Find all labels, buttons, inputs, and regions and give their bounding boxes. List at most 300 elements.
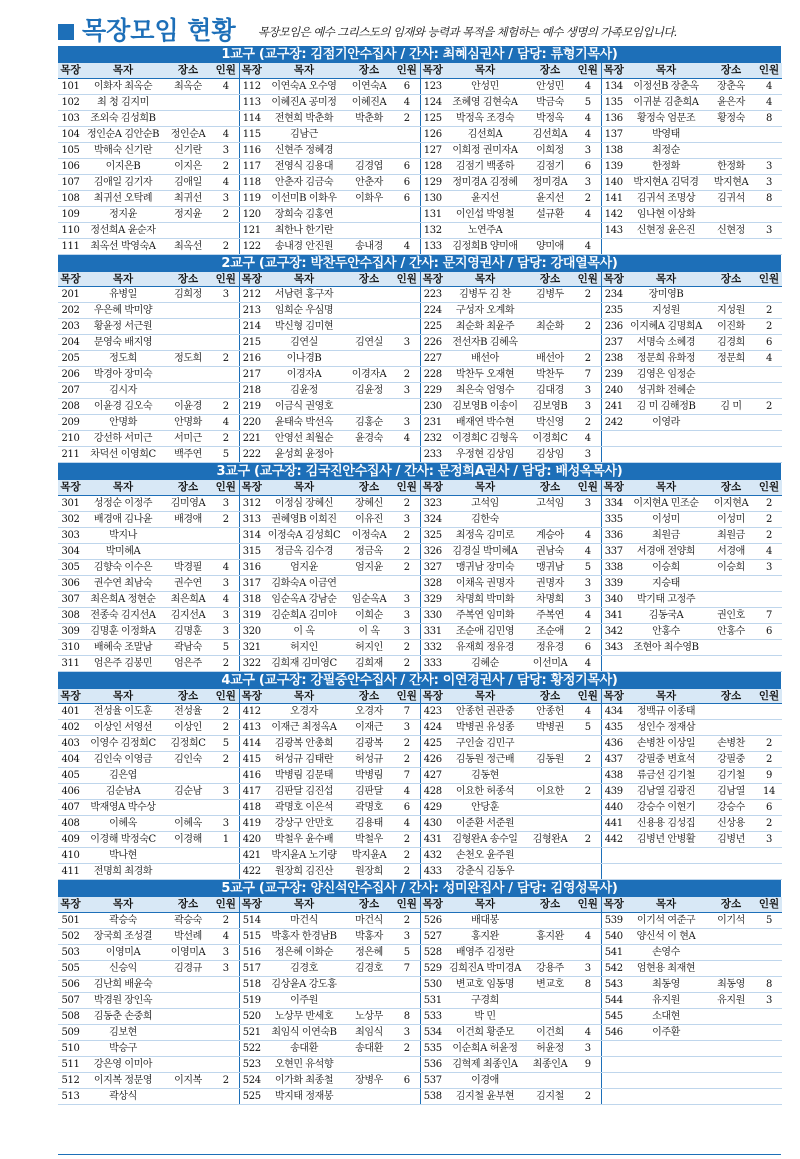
- group-count: 4: [213, 591, 239, 607]
- group-count: 2: [756, 752, 782, 768]
- table-header-row: [58, 63, 782, 78]
- group-number: 116: [239, 142, 264, 158]
- group-place: [163, 864, 213, 880]
- group-number: 437: [601, 752, 626, 768]
- group-count: [756, 655, 782, 671]
- group-place: 박금숙: [525, 94, 575, 110]
- group-place: [344, 206, 394, 222]
- group-place: 김기철: [706, 768, 756, 784]
- column-header-pastor: 목자: [445, 897, 525, 912]
- group-pastor: 한정화: [626, 158, 706, 174]
- group-place: 곽승숙: [163, 912, 213, 928]
- group-pastor: 김병년 안병활: [626, 832, 706, 848]
- group-pastor: 류금선 김기철: [626, 768, 706, 784]
- group-pastor: 최 청 김지미: [83, 94, 163, 110]
- group-number: 111: [58, 238, 83, 254]
- group-place: 황정숙: [706, 110, 756, 126]
- group-count: 2: [213, 720, 239, 736]
- table-row: [58, 1040, 782, 1056]
- column-header-place: 장소: [344, 689, 394, 704]
- group-number: 133: [420, 238, 445, 254]
- group-number: 209: [58, 415, 83, 431]
- group-pastor: 김정희B 양미애: [445, 238, 525, 254]
- group-place: 강필중: [706, 752, 756, 768]
- group-count: [756, 575, 782, 591]
- group-count: 2: [394, 639, 420, 655]
- group-place: [163, 543, 213, 559]
- group-count: 2: [213, 431, 239, 447]
- column-header-pastor: 목자: [83, 63, 163, 78]
- group-number: 230: [420, 399, 445, 415]
- group-count: [756, 1008, 782, 1024]
- group-number: 405: [58, 768, 83, 784]
- group-number: 319: [239, 607, 264, 623]
- group-number: 324: [420, 511, 445, 527]
- group-count: 3: [756, 559, 782, 575]
- group-pastor: 김상윤A 강도홍: [264, 976, 344, 992]
- group-count: [756, 944, 782, 960]
- group-count: 2: [394, 912, 420, 928]
- group-place: 박지윤A: [344, 848, 394, 864]
- group-place: 안종헌: [525, 704, 575, 720]
- group-pastor: 이정숙A 김성희C: [264, 527, 344, 543]
- group-place: 김지선A: [163, 607, 213, 623]
- column-header-place: 장소: [163, 480, 213, 495]
- group-number: 409: [58, 832, 83, 848]
- column-header-count: 인원: [394, 480, 420, 495]
- group-number: 236: [601, 319, 626, 335]
- group-pastor: 정선희A 윤순자: [83, 222, 163, 238]
- group-pastor: 엄현용 최재현: [626, 960, 706, 976]
- table-row: [58, 816, 782, 832]
- group-place: 김귀석: [706, 190, 756, 206]
- group-count: 5: [394, 944, 420, 960]
- table-row: [58, 992, 782, 1008]
- group-number: 312: [239, 495, 264, 511]
- group-pastor: 김판달 김진섭: [264, 784, 344, 800]
- group-place: 안춘자: [344, 174, 394, 190]
- group-place: [344, 142, 394, 158]
- group-count: 2: [213, 351, 239, 367]
- group-pastor: 전종숙 김지선A: [83, 607, 163, 623]
- group-place: 박지현A: [706, 174, 756, 190]
- group-place: 강승수: [706, 800, 756, 816]
- group-count: 1: [213, 832, 239, 848]
- group-number: 213: [239, 303, 264, 319]
- group-place: 이재근: [344, 720, 394, 736]
- group-number: 429: [420, 800, 445, 816]
- group-place: 최옥선: [163, 238, 213, 254]
- group-place: [706, 126, 756, 142]
- group-number: 323: [420, 495, 445, 511]
- group-place: 정미경A: [525, 174, 575, 190]
- group-pastor: 박홍자 한경남B: [264, 928, 344, 944]
- group-pastor: 유재희 정유경: [445, 639, 525, 655]
- group-pastor: 이요한 허종석: [445, 784, 525, 800]
- group-number: 544: [601, 992, 626, 1008]
- group-count: 3: [213, 816, 239, 832]
- group-place: [163, 367, 213, 383]
- group-number: 306: [58, 575, 83, 591]
- group-place: 이요한: [525, 784, 575, 800]
- group-count: [394, 1088, 420, 1104]
- group-place: 이지은: [163, 158, 213, 174]
- group-number: 433: [420, 864, 445, 880]
- group-place: 원장희: [344, 864, 394, 880]
- group-number: 305: [58, 559, 83, 575]
- group-number: 104: [58, 126, 83, 142]
- group-pastor: 이혜진A 공미정: [264, 94, 344, 110]
- column-header-place: 장소: [163, 897, 213, 912]
- group-number: 524: [239, 1072, 264, 1088]
- group-number: 510: [58, 1040, 83, 1056]
- group-pastor: 변교호 임동명: [445, 976, 525, 992]
- group-place: 임순옥A: [344, 591, 394, 607]
- group-pastor: [626, 238, 706, 254]
- group-count: [756, 367, 782, 383]
- group-pastor: 장국희 조성결: [83, 928, 163, 944]
- column-header-pastor: 목자: [264, 480, 344, 495]
- group-pastor: 최원금: [626, 527, 706, 543]
- group-pastor: 안종헌 권관중: [445, 704, 525, 720]
- group-number: 406: [58, 784, 83, 800]
- group-number: 424: [420, 720, 445, 736]
- group-place: [163, 848, 213, 864]
- column-header-count: 인원: [575, 480, 601, 495]
- group-count: [213, 222, 239, 238]
- group-place: 김선희A: [525, 126, 575, 142]
- group-count: [575, 736, 601, 752]
- column-header-group-no: 목장: [601, 480, 626, 495]
- group-place: 권수연: [163, 575, 213, 591]
- column-header-place: 장소: [525, 897, 575, 912]
- group-place: 김연실: [344, 335, 394, 351]
- group-pastor: 권수연 최남숙: [83, 575, 163, 591]
- group-number: 223: [420, 287, 445, 303]
- column-header-group-no: 목장: [420, 63, 445, 78]
- group-count: [575, 511, 601, 527]
- group-place: 김보영B: [525, 399, 575, 415]
- group-count: 4: [756, 543, 782, 559]
- table-row: [58, 1056, 782, 1072]
- group-place: 곽남숙: [163, 639, 213, 655]
- group-pastor: 최은희A 정현순: [83, 591, 163, 607]
- group-place: 이희정: [525, 142, 575, 158]
- group-pastor: 원장희 김진산: [264, 864, 344, 880]
- group-place: 장혜신: [344, 495, 394, 511]
- group-pastor: 박경원 장인옥: [83, 992, 163, 1008]
- group-number: [601, 1088, 626, 1104]
- table-row: [58, 912, 782, 928]
- group-number: 404: [58, 752, 83, 768]
- group-pastor: 정지윤: [83, 206, 163, 222]
- group-number: 141: [601, 190, 626, 206]
- group-pastor: 김동현: [445, 768, 525, 784]
- group-place: [706, 415, 756, 431]
- group-pastor: 이승희: [626, 559, 706, 575]
- group-number: 536: [420, 1056, 445, 1072]
- group-place: 허지인: [344, 639, 394, 655]
- group-count: [394, 142, 420, 158]
- group-pastor: 이영수 김정희C: [83, 736, 163, 752]
- group-count: 4: [575, 704, 601, 720]
- group-place: 이지현A: [706, 495, 756, 511]
- group-count: 5: [575, 559, 601, 575]
- group-place: 안성민: [525, 78, 575, 94]
- group-number: 527: [420, 928, 445, 944]
- group-number: 438: [601, 768, 626, 784]
- group-place: 박철우: [344, 832, 394, 848]
- group-count: 5: [213, 639, 239, 655]
- group-place: 김점기: [525, 158, 575, 174]
- group-place: [344, 1056, 394, 1072]
- group-pastor: 박 민: [445, 1008, 525, 1024]
- group-count: 2: [575, 190, 601, 206]
- group-pastor: 배재연 박수현: [445, 415, 525, 431]
- group-place: 신상용: [706, 816, 756, 832]
- group-pastor: 최순화 최윤주: [445, 319, 525, 335]
- group-place: 이연숙A: [344, 78, 394, 94]
- group-number: 416: [239, 768, 264, 784]
- group-number: 526: [420, 912, 445, 928]
- group-count: [756, 1040, 782, 1056]
- group-number: 534: [420, 1024, 445, 1040]
- group-count: [394, 1056, 420, 1072]
- group-number: 103: [58, 110, 83, 126]
- group-count: 2: [213, 1072, 239, 1088]
- group-number: 440: [601, 800, 626, 816]
- group-count: [213, 864, 239, 880]
- page-header: [58, 12, 781, 46]
- group-count: [213, 543, 239, 559]
- group-pastor: 이준환 서준원: [445, 816, 525, 832]
- group-pastor: 이정선B 장춘옥: [626, 78, 706, 94]
- group-pastor: 김순남A: [83, 784, 163, 800]
- group-pastor: 장미영B: [626, 287, 706, 303]
- group-number: 316: [239, 559, 264, 575]
- column-header-pastor: 목자: [445, 272, 525, 287]
- column-header-count: 인원: [213, 689, 239, 704]
- group-count: 3: [213, 495, 239, 511]
- group-pastor: 배대봉: [445, 912, 525, 928]
- group-pastor: 조현아 최수영B: [626, 639, 706, 655]
- group-place: 정은혜: [344, 944, 394, 960]
- group-number: 328: [420, 575, 445, 591]
- group-count: 3: [394, 928, 420, 944]
- group-place: 이기석: [706, 912, 756, 928]
- group-pastor: 조혜영 김현숙A: [445, 94, 525, 110]
- group-pastor: 김선희A: [445, 126, 525, 142]
- group-count: [575, 864, 601, 880]
- column-header-place: 장소: [163, 689, 213, 704]
- column-header-place: 장소: [163, 63, 213, 78]
- group-place: [706, 447, 756, 463]
- group-pastor: 정은혜 이화순: [264, 944, 344, 960]
- group-number: 519: [239, 992, 264, 1008]
- group-pastor: 박병권 유성종: [445, 720, 525, 736]
- group-pastor: 김동원 정근배: [445, 752, 525, 768]
- group-place: 신현정: [706, 222, 756, 238]
- group-place: 김병년: [706, 832, 756, 848]
- column-header-pastor: 목자: [626, 63, 706, 78]
- group-pastor: 이채옥 권명자: [445, 575, 525, 591]
- group-count: 4: [575, 1024, 601, 1040]
- district-section: [58, 880, 781, 1105]
- group-pastor: 이가화 최종철: [264, 1072, 344, 1088]
- column-header-group-no: 목장: [239, 480, 264, 495]
- group-number: 303: [58, 527, 83, 543]
- group-count: [394, 126, 420, 142]
- group-number: 234: [601, 287, 626, 303]
- group-place: 김경희: [706, 335, 756, 351]
- group-count: 6: [394, 190, 420, 206]
- group-place: 이정숙A: [344, 527, 394, 543]
- group-place: 김동원: [525, 752, 575, 768]
- group-count: 2: [394, 736, 420, 752]
- group-count: [756, 720, 782, 736]
- group-count: 2: [213, 655, 239, 671]
- group-place: [706, 720, 756, 736]
- group-count: 7: [394, 960, 420, 976]
- group-pastor: 김 미 김해정B: [626, 399, 706, 415]
- group-count: [213, 94, 239, 110]
- group-count: [756, 704, 782, 720]
- group-number: [601, 431, 626, 447]
- page-title: 목장모임 현황: [82, 16, 236, 45]
- group-pastor: 양신석 이 현A: [626, 928, 706, 944]
- group-number: 517: [239, 960, 264, 976]
- group-place: 곽명호: [344, 800, 394, 816]
- group-pastor: 조순애 김민영: [445, 623, 525, 639]
- group-pastor: 우은혜 박미양: [83, 303, 163, 319]
- group-pastor: 구경희: [445, 992, 525, 1008]
- group-pastor: 이인섭 박영철: [445, 206, 525, 222]
- group-place: 이경해: [163, 832, 213, 848]
- group-pastor: 배경애 김나윤: [83, 511, 163, 527]
- column-header-pastor: 목자: [83, 689, 163, 704]
- group-count: [756, 639, 782, 655]
- group-number: 403: [58, 736, 83, 752]
- column-header-group-no: 목장: [601, 897, 626, 912]
- group-place: 김희정: [163, 287, 213, 303]
- group-place: 박신영: [525, 415, 575, 431]
- group-number: 129: [420, 174, 445, 190]
- group-number: 427: [420, 768, 445, 784]
- group-count: 4: [394, 431, 420, 447]
- table-row: [58, 1088, 782, 1104]
- group-number: 203: [58, 319, 83, 335]
- group-place: 이경희C: [525, 431, 575, 447]
- group-number: 541: [601, 944, 626, 960]
- group-number: 329: [420, 591, 445, 607]
- group-count: [575, 1072, 601, 1088]
- group-pastor: [626, 1040, 706, 1056]
- group-pastor: 김윤정: [264, 383, 344, 399]
- group-place: [525, 816, 575, 832]
- column-header-count: 인원: [394, 689, 420, 704]
- group-place: [706, 1056, 756, 1072]
- group-count: [756, 591, 782, 607]
- group-pastor: 김향숙 이수은: [83, 559, 163, 575]
- group-number: 501: [58, 912, 83, 928]
- group-count: 2: [575, 351, 601, 367]
- table-row: [58, 319, 782, 335]
- group-count: 3: [213, 142, 239, 158]
- group-number: 412: [239, 704, 264, 720]
- column-header-group-no: 목장: [239, 689, 264, 704]
- group-count: 4: [756, 94, 782, 110]
- group-number: 224: [420, 303, 445, 319]
- group-number: 507: [58, 992, 83, 1008]
- group-number: 523: [239, 1056, 264, 1072]
- group-number: 237: [601, 335, 626, 351]
- group-place: [344, 287, 394, 303]
- column-header-group-no: 목장: [239, 897, 264, 912]
- group-number: 130: [420, 190, 445, 206]
- table-row: [58, 720, 782, 736]
- column-header-count: 인원: [394, 63, 420, 78]
- group-place: 맹귀남: [525, 559, 575, 575]
- group-pastor: 신승익: [83, 960, 163, 976]
- group-pastor: 안성민: [445, 78, 525, 94]
- group-pastor: [626, 864, 706, 880]
- group-count: 2: [394, 367, 420, 383]
- group-place: [525, 303, 575, 319]
- group-pastor: 김은엽: [83, 768, 163, 784]
- district-list: [58, 46, 781, 1105]
- group-count: 2: [213, 704, 239, 720]
- column-header-count: 인원: [575, 272, 601, 287]
- group-count: [213, 992, 239, 1008]
- group-number: 231: [420, 415, 445, 431]
- group-number: 529: [420, 960, 445, 976]
- column-header-place: 장소: [344, 897, 394, 912]
- group-count: [756, 960, 782, 976]
- group-number: 411: [58, 864, 83, 880]
- group-place: 김애일: [163, 174, 213, 190]
- group-number: 211: [58, 447, 83, 463]
- group-pastor: 장희숙 김홍연: [264, 206, 344, 222]
- group-number: 142: [601, 206, 626, 222]
- column-header-group-no: 목장: [58, 689, 83, 704]
- group-place: 엄은주: [163, 655, 213, 671]
- group-place: [525, 335, 575, 351]
- group-number: 137: [601, 126, 626, 142]
- page-subtitle: 목장모임은 예수 그리스도의 임재와 능력과 목적을 체험하는 예수 생명의 가족모임입니다.: [257, 25, 677, 39]
- group-pastor: 손병찬 이상일: [626, 736, 706, 752]
- group-place: 이건희: [525, 1024, 575, 1040]
- group-count: 4: [394, 238, 420, 254]
- group-number: 407: [58, 800, 83, 816]
- group-number: 417: [239, 784, 264, 800]
- group-count: [394, 992, 420, 1008]
- group-place: 고석임: [525, 495, 575, 511]
- group-count: [756, 864, 782, 880]
- group-pastor: 김화숙A 이금연: [264, 575, 344, 591]
- group-number: 515: [239, 928, 264, 944]
- group-place: 허성규: [344, 752, 394, 768]
- group-count: 4: [756, 78, 782, 94]
- group-count: 2: [575, 623, 601, 639]
- group-number: 512: [58, 1072, 83, 1088]
- group-pastor: 서경애 전양희: [626, 543, 706, 559]
- group-pastor: 김병두 김 찬: [445, 287, 525, 303]
- group-count: 2: [394, 527, 420, 543]
- group-number: 225: [420, 319, 445, 335]
- group-place: 서미근: [163, 431, 213, 447]
- group-number: 418: [239, 800, 264, 816]
- group-pastor: 최정순: [626, 142, 706, 158]
